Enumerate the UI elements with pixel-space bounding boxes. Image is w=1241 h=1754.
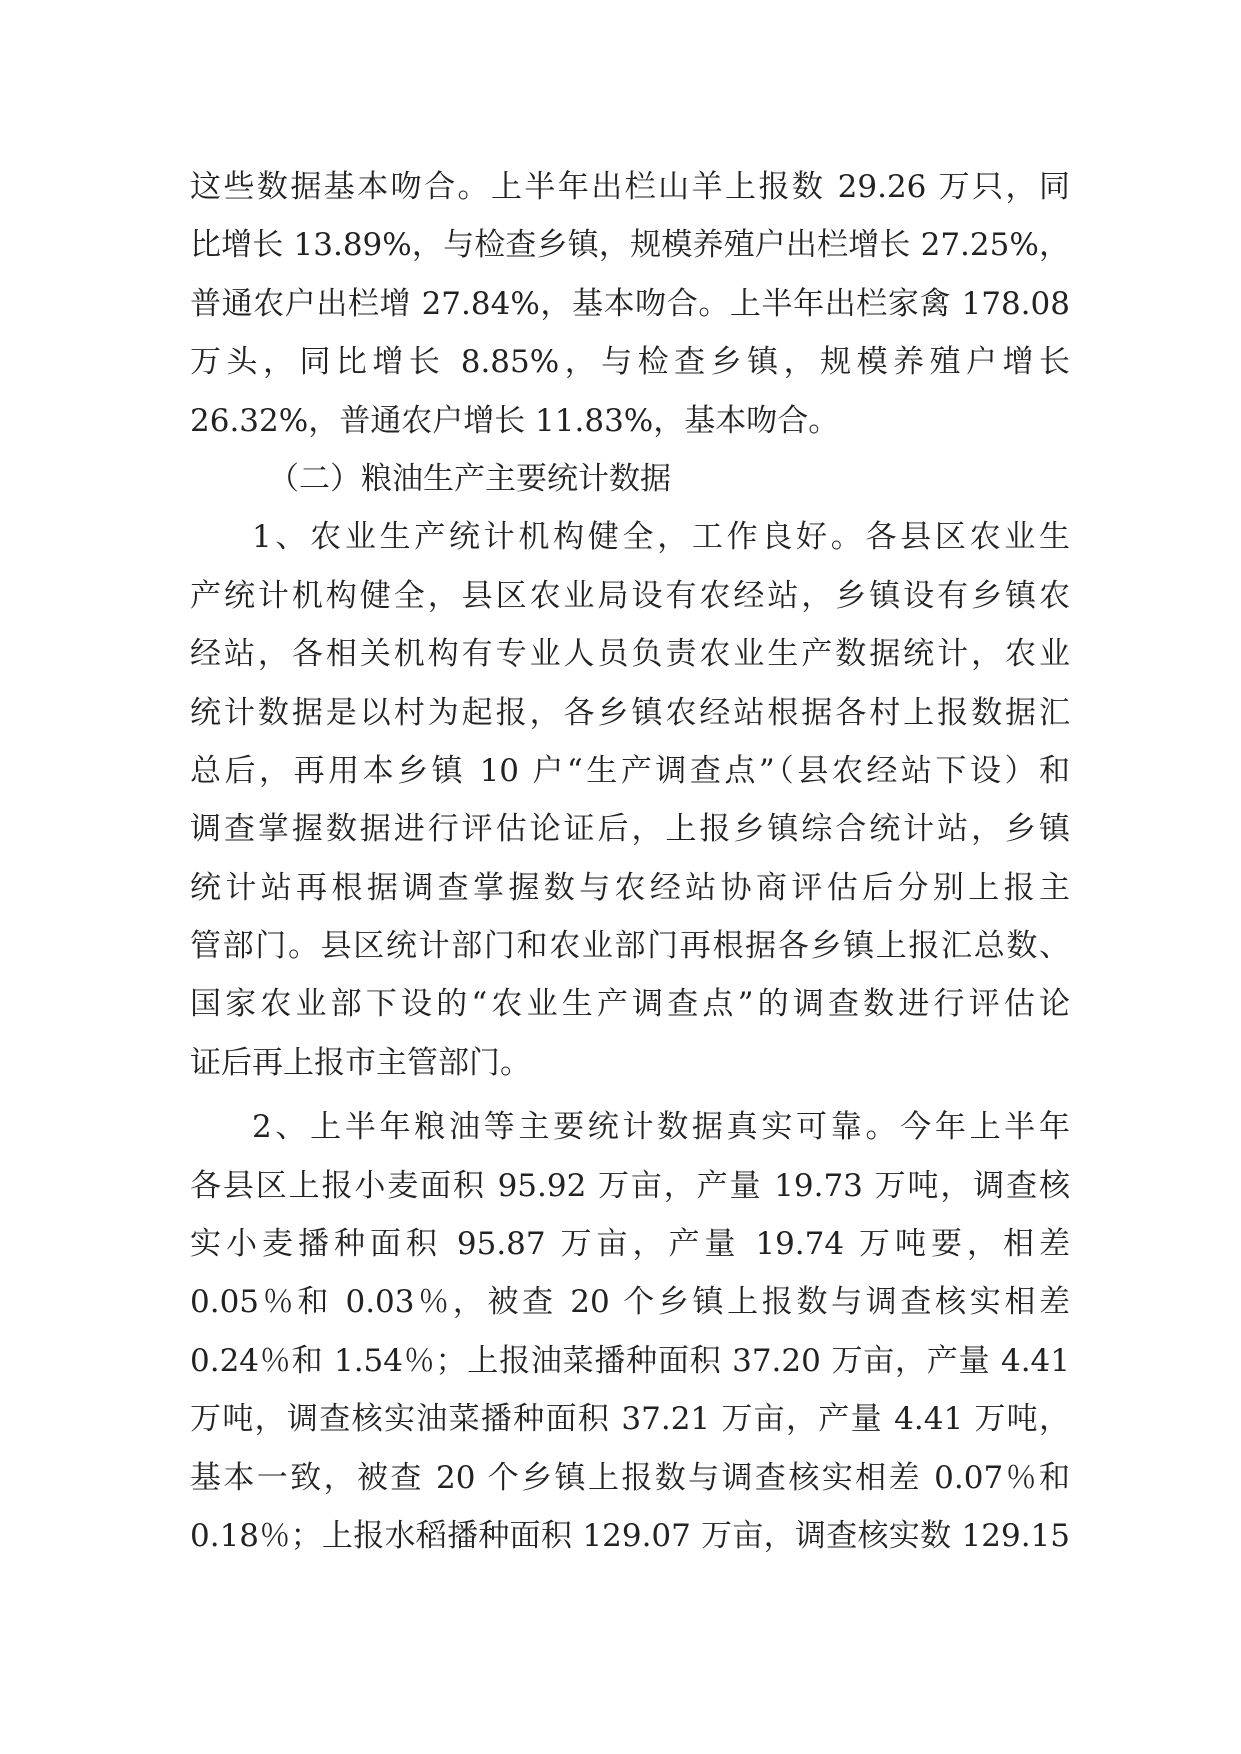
text-line: 万头，同比增长 8.85%，与检查乡镇，规模养殖户增长: [190, 344, 1070, 381]
text-line: 调查掌握数据进行评估论证后，上报乡镇综合统计站，乡镇: [190, 811, 1070, 848]
text-line: 统计数据是以村为起报，各乡镇农经站根据各村上报数据汇: [190, 694, 1070, 731]
text-line: 总后，再用本乡镇 10 户“生产调查点”（县农经站下设）和: [190, 752, 1070, 789]
text-line: 产统计机构健全，县区农业局设有农经站，乡镇设有乡镇农: [190, 577, 1070, 614]
section-heading: [190, 450, 1070, 508]
paragraph-statistics-agency: [190, 508, 1070, 1092]
text-line: 基本一致，被查 20 个乡镇上报数与调查核实相差 0.07％和: [190, 1459, 1070, 1496]
text-line: 实小麦播种面积 95.87 万亩，产量 19.74 万吨要，相差: [190, 1226, 1070, 1263]
text-line: 统计站再根据调查掌握数与农经站协商评估后分别上报主: [190, 869, 1070, 906]
text-line: 比增长 13.89%，与检查乡镇，规模养殖户出栏增长 27.25%，: [190, 227, 1070, 264]
paragraph-livestock: [190, 158, 1070, 450]
text-line: 26.32%，普通农户增长 11.83%，基本吻合。: [190, 402, 840, 439]
document-body: [190, 158, 1070, 1565]
text-line: 普通农户出栏增 27.84%，基本吻合。上半年出栏家禽 178.08: [190, 285, 1070, 322]
text-line: 2、上半年粮油等主要统计数据真实可靠。今年上半年: [252, 1109, 1070, 1146]
text-line: 经站，各相关机构有专业人员负责农业生产数据统计，农业: [190, 636, 1070, 673]
section-heading-text: （二）粮油生产主要统计数据: [268, 460, 671, 497]
paragraph-grain-oil-data: [190, 1098, 1070, 1565]
text-line: 0.05％和 0.03％，被查 20 个乡镇上报数与调查核实相差: [190, 1284, 1070, 1321]
text-line: 各县区上报小麦面积 95.92 万亩，产量 19.73 万吨，调查核: [190, 1167, 1070, 1204]
text-line: 这些数据基本吻合。上半年出栏山羊上报数 29.26 万只，同: [190, 169, 1070, 205]
text-line: 证后再上报市主管部门。: [190, 1044, 531, 1081]
text-line: 0.18％；上报水稻播种面积 129.07 万亩，调查核实数 129.15: [190, 1517, 1070, 1554]
text-line: 管部门。县区统计部门和农业部门再根据各乡镇上报汇总数、: [190, 928, 1070, 965]
text-line: 1、农业生产统计机构健全，工作良好。各县区农业生: [252, 519, 1070, 556]
text-line: 国家农业部下设的“农业生产调查点”的调查数进行评估论: [190, 986, 1070, 1023]
text-line: 万吨，调查核实油菜播种面积 37.21 万亩，产量 4.41 万吨，: [190, 1401, 1070, 1438]
text-line: 0.24％和 1.54％；上报油菜播种面积 37.20 万亩，产量 4.41: [190, 1342, 1070, 1379]
